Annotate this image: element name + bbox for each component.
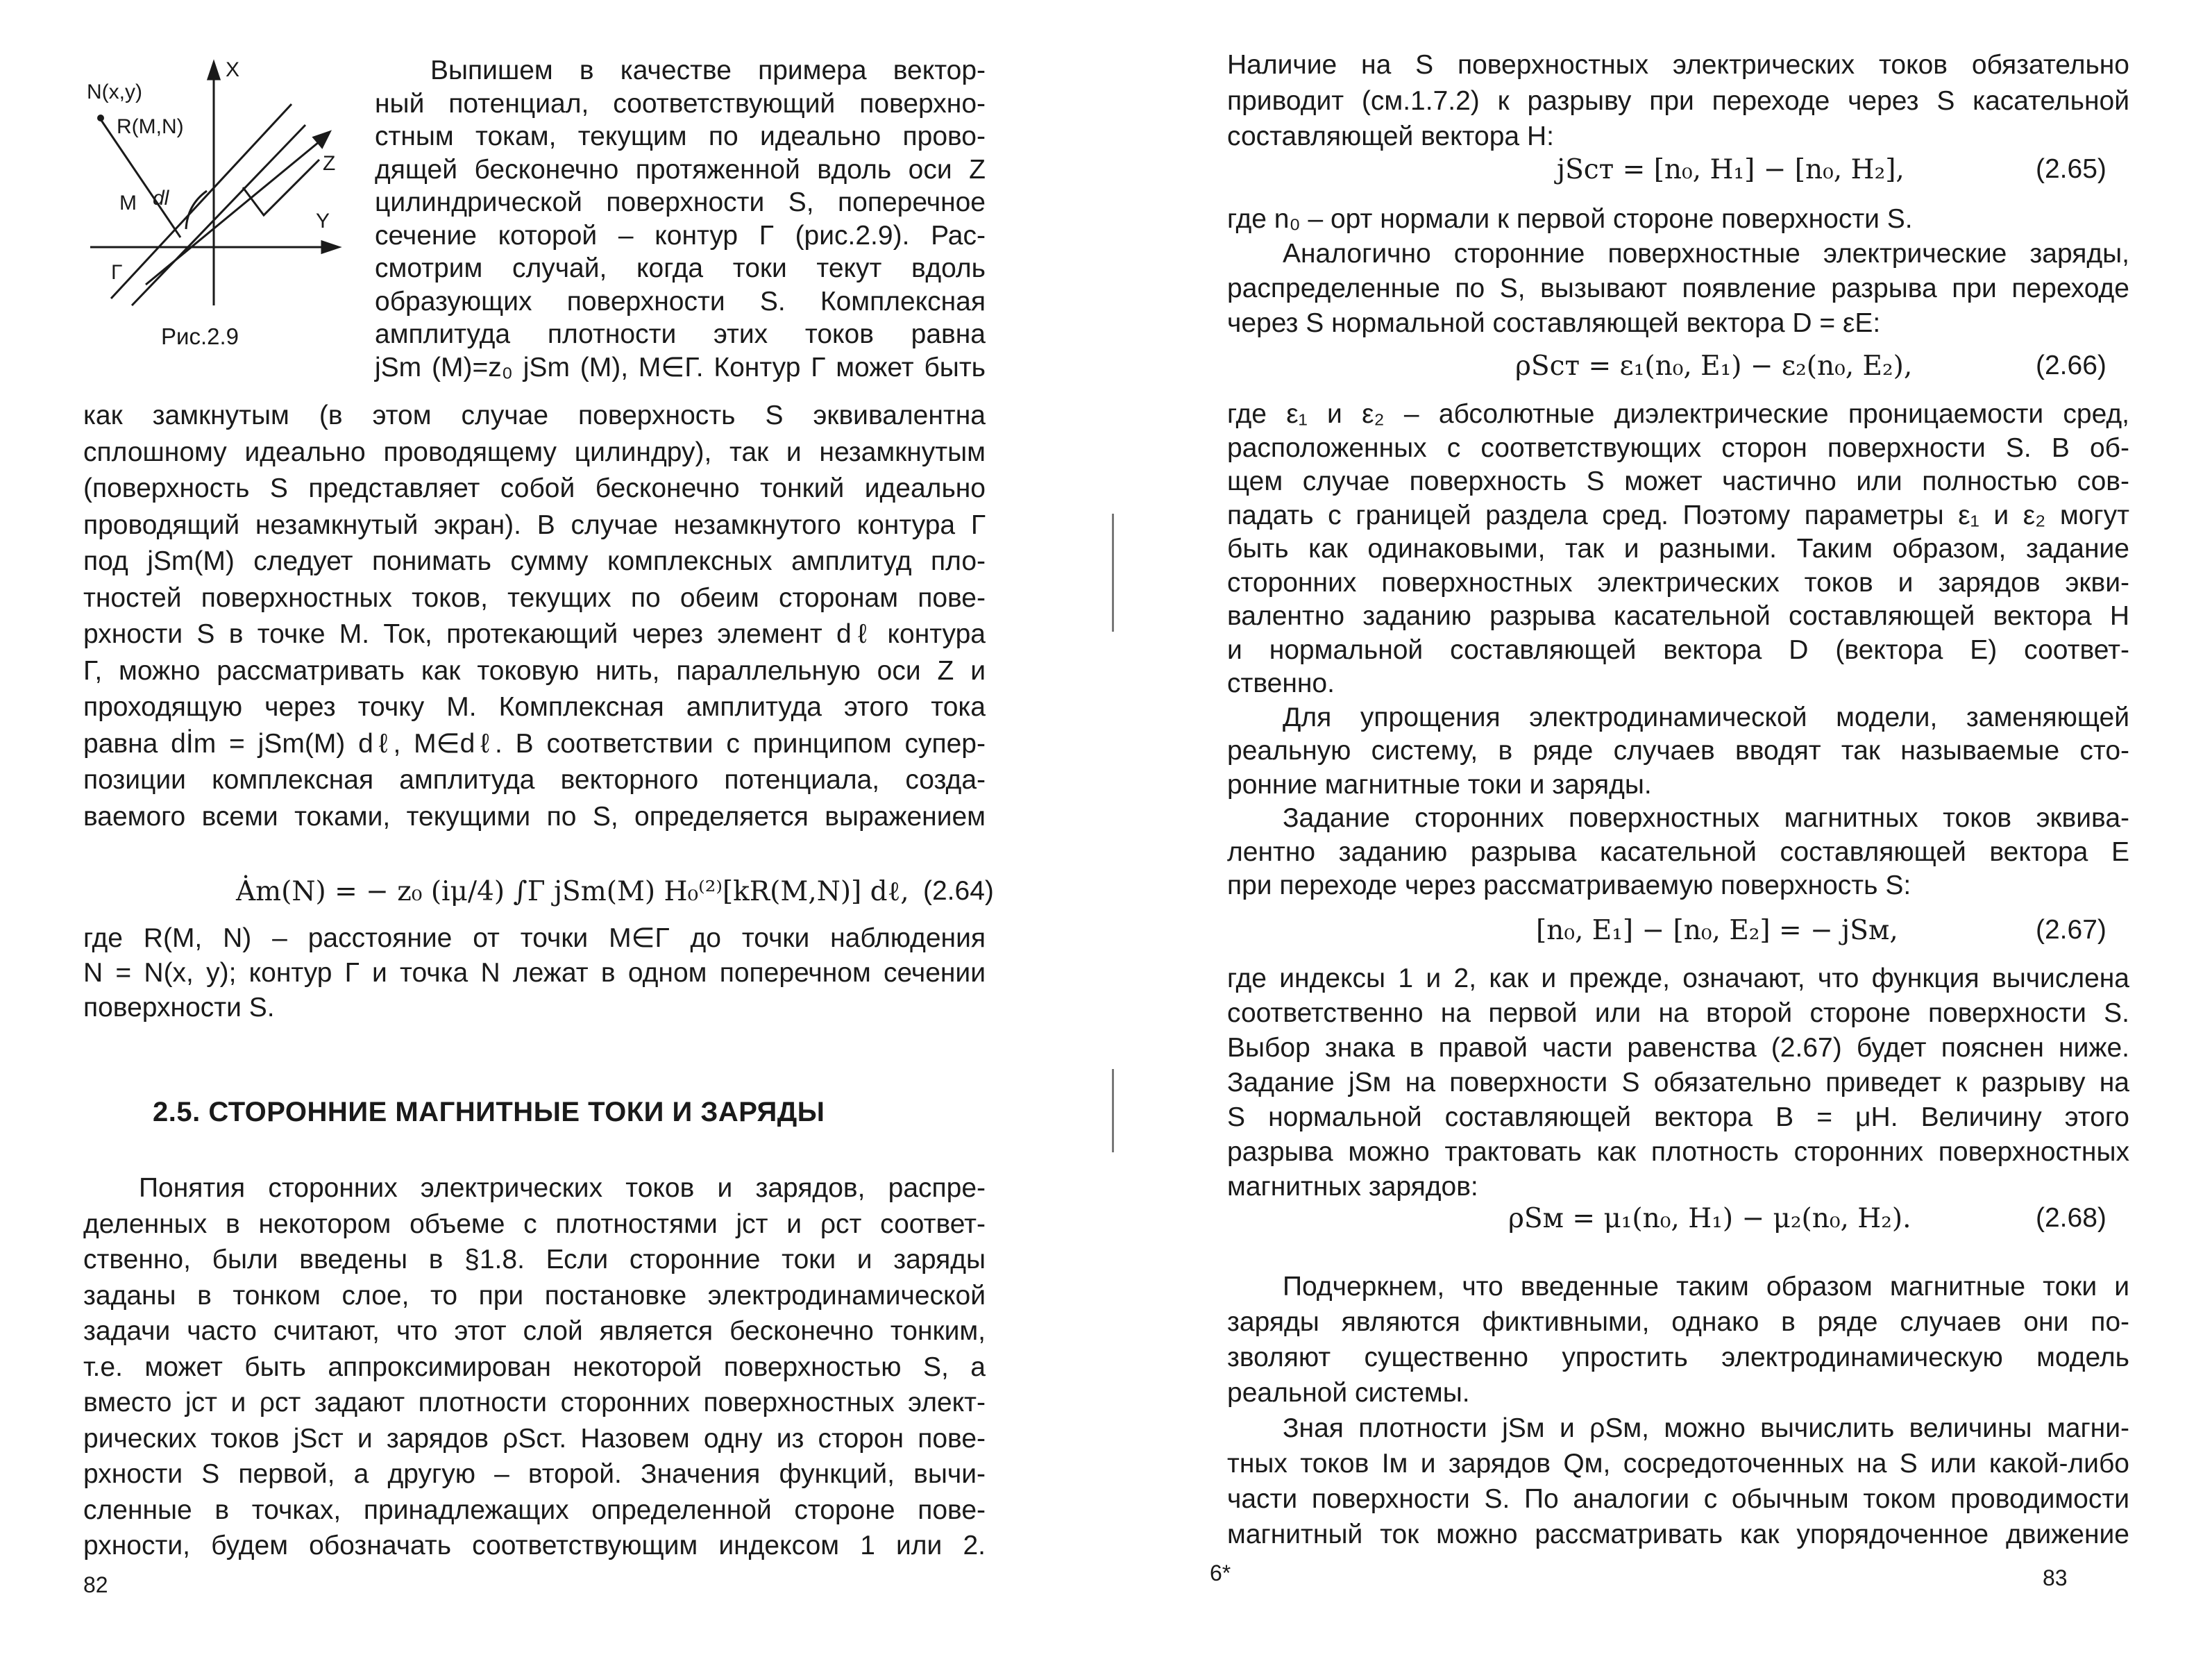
text-line: заданы в тонком слое, то при постановке электродинамической: [83, 1280, 986, 1311]
signature-mark: 6*: [1210, 1560, 1231, 1585]
contour-line-2: [132, 125, 305, 305]
text-line: деленных в некотором объеме с плотностями jст и ρст соответ-: [83, 1209, 986, 1239]
text-line: где ε₁ и ε₂ – абсолютные диэлектрические проницаемости сред,: [1227, 399, 2129, 429]
text-line: Подчеркнем, что введенные таким образом магнитные токи и: [1283, 1272, 2129, 1302]
text-line: сленные в точках, принадлежащих определенной стороне пове-: [83, 1495, 986, 1525]
text-line: реальной системы.: [1227, 1378, 1470, 1408]
text-line: дящей бесконечно протяженной вдоль оси Z: [375, 154, 986, 185]
text-line: рхности S первой, а другую – второй. Значения функций, вычи-: [83, 1459, 986, 1489]
text-line: N = N(x, y); контур Г и точка N лежат в одном поперечном сечении: [83, 958, 986, 988]
text-line: равна dİm = jSm(M) dℓ, M∈dℓ. В соответствии с принципом супер-: [83, 728, 986, 759]
text-line: позиции комплексная амплитуда векторного потенциала, созда-: [83, 765, 986, 795]
text-line: Для упрощения электродинамической модели, заменяющей: [1283, 702, 2129, 732]
text-line: соответственно на первой или на второй стороне поверхности S.: [1227, 998, 2129, 1028]
text-line: сторонних поверхностных электрических токов и зарядов экви-: [1227, 567, 2129, 598]
text-line: сплошному идеально проводящему цилиндру), так и незамкнутым: [83, 437, 986, 467]
page-number-left: 82: [83, 1572, 108, 1597]
text-line: при переходе через рассматриваемую поверхность S:: [1227, 870, 1911, 900]
fig-label-dl: dl: [153, 187, 169, 210]
text-line: магнитный ток можно рассматривать как упорядоченное движение: [1227, 1520, 2129, 1549]
text-line: щем случае поверхность S может частично или полностью сов-: [1227, 466, 2129, 496]
contour-curve: [186, 191, 207, 229]
text-line: ственно.: [1227, 668, 1335, 698]
text-line: ный потенциал, соответствующий поверхно-: [375, 88, 986, 119]
text-line: Задание сторонних поверхностных магнитных токов эквива-: [1283, 803, 2129, 833]
text-line: через S нормальной составляющей вектора D = εE:: [1227, 308, 1881, 338]
text-line: проводящий незамкнутый экран). В случае незамкнутого контура Г: [83, 510, 986, 540]
point-n-marker: [97, 115, 104, 121]
text-line: быть как одинаковыми, так и разными. Таким образом, задание: [1227, 534, 2129, 564]
text-line: реальную систему, в ряде случаев вводят так называемые сто-: [1227, 736, 2129, 766]
text-line: тных токов Iм и зарядов Qм, сосредоточенных на S или какой-либо: [1227, 1449, 2129, 1479]
text-line: Аналогично сторонние поверхностные электрические заряды,: [1283, 239, 2129, 269]
text-line: где индексы 1 и 2, как и прежде, означают, что функция вычислена: [1227, 964, 2129, 993]
fig-label-n: N(x,y): [87, 81, 142, 103]
text-line: проходящую через точку M. Комплексная амплитуда этого тока: [83, 692, 986, 722]
text-line: Выпишем в качестве примера вектор-: [430, 56, 986, 85]
text-line: цилиндрической поверхности S, поперечное: [375, 187, 986, 217]
text-line: рхности S в точке M. Ток, протекающий через элемент dℓ контура: [83, 619, 986, 649]
text-line: Выбор знака в правой части равенства (2.67) будет пояснен ниже.: [1227, 1033, 2129, 1063]
equation-2-68: ρSм = μ₁(n₀, H₁) − μ₂(n₀, H₂).: [1508, 1203, 1911, 1234]
text-line: поверхности S.: [83, 993, 275, 1023]
x-axis-arrow-icon: [208, 62, 219, 79]
text-line: расположенных с соответствующих сторон поверхности S. В об-: [1227, 432, 2129, 463]
text-line: где n₀ – орт нормали к первой стороне поверхности S.: [1227, 204, 1913, 234]
text-line: как замкнутым (в этом случае поверхность S эквивалентна: [83, 401, 986, 430]
equation-number-2-65: (2.65): [2036, 154, 2107, 184]
figure-2-9: [83, 56, 347, 333]
text-line: тностей поверхностных токов, текущих по обеим сторонам пове-: [83, 582, 986, 613]
text-line: под jSm(M) следует понимать сумму комплексных амплитуд пло-: [83, 546, 986, 576]
text-line: валентно заданию разрыва касательной составляющей вектора H: [1227, 601, 2129, 631]
text-line: смотрим случай, когда токи текут вдоль: [375, 253, 986, 283]
right-page: [1106, 0, 2212, 1666]
text-line: задачи часто считают, что этот слой является бесконечно тонким,: [83, 1316, 986, 1346]
text-line: части поверхности S. По аналогии с обычным током проводимости: [1227, 1484, 2129, 1514]
text-line: падать с границей раздела сред. Поэтому параметры ε₁ и ε₂ могут: [1227, 500, 2129, 530]
text-line: (поверхность S представляет собой бесконечно тонкий идеально: [83, 473, 986, 503]
text-line: где R(M, N) – расстояние от точки M∈Г до точки наблюдения: [83, 923, 986, 953]
equation-number-2-64: (2.64): [923, 876, 994, 906]
page-number-right: 83: [2043, 1565, 2068, 1590]
text-line: вместо jст и ρст задают плотности сторонних поверхностных элект-: [83, 1388, 986, 1417]
text-line: зволяют существенно упростить электродинамическую модель: [1227, 1343, 2129, 1372]
text-line: составляющей вектора H:: [1227, 121, 1554, 151]
contour-v-shape: [243, 160, 319, 215]
equation-2-66: ρSст = ε₁(n₀, E₁) − ε₂(n₀, E₂),: [1515, 351, 1913, 382]
text-line: заряды являются фиктивными, однако в ряде случаев они по-: [1227, 1307, 2129, 1337]
fig-label-z: Z: [323, 152, 336, 175]
text-line: и нормальной составляющей вектора D (вектора E) соответ-: [1227, 634, 2129, 665]
text-line: Понятия сторонних электрических токов и зарядов, распре-: [139, 1173, 986, 1203]
y-axis-arrow-icon: [322, 242, 339, 253]
text-line: лентно заданию разрыва касательной составляющей вектора E: [1227, 836, 2129, 867]
equation-number-2-66: (2.66): [2036, 351, 2107, 380]
text-line: S нормальной составляющей вектора B = μH. Величину этого: [1227, 1102, 2129, 1132]
text-line: магнитных зарядов:: [1227, 1172, 1478, 1202]
figure-caption: Рис.2.9: [161, 323, 239, 349]
text-line: рических токов jSст и зарядов ρSст. Назовем одну из сторон пове-: [83, 1423, 986, 1454]
text-line: Г, можно рассматривать как токовую нить, параллельную оси Z и: [83, 655, 986, 686]
equation-2-67: [n₀, E₁] − [n₀, E₂] = − jSм,: [1536, 915, 1898, 946]
text-line: разрыва можно трактовать как плотность сторонних поверхностных: [1227, 1137, 2129, 1167]
text-line: Наличие на S поверхностных электрических токов обязательно: [1227, 50, 2129, 80]
text-line: амплитуда плотности этих токов равна: [375, 319, 986, 349]
text-line: Зная плотности jSм и ρSм, можно вычислить величины магни-: [1283, 1413, 2129, 1443]
equation-number-2-68: (2.68): [2036, 1203, 2107, 1233]
text-line: приводит (см.1.7.2) к разрыву при переходе через S касательной: [1227, 85, 2129, 116]
text-line: ваемого всеми токами, текущими по S, определяется выражением: [83, 801, 986, 832]
section-heading: 2.5. СТОРОННИЕ МАГНИТНЫЕ ТОКИ И ЗАРЯДЫ: [153, 1097, 825, 1127]
equation-2-64: Ȧm(N) = − z₀ (iμ/4) ∫Г jSm(M) H₀⁽²⁾[kR(M,N)] dℓ,: [236, 876, 909, 907]
text-line: jSm (M)=z₀ jSm (M), M∈Г. Контур Г может быть: [375, 352, 986, 382]
text-line: ственно, были введены в §1.8. Если сторонние токи и заряды: [83, 1245, 986, 1274]
fig-label-x: X: [226, 58, 240, 81]
equation-2-65: jSст = [n₀, H₁] − [n₀, H₂],: [1557, 154, 1905, 185]
text-line: ронние магнитные токи и заряды.: [1227, 769, 1652, 800]
equation-number-2-67: (2.67): [2036, 915, 2107, 945]
text-line: образующих поверхности S. Комплексная: [375, 286, 986, 317]
fig-label-gamma: Г: [111, 261, 123, 284]
text-line: распределенные по S, вызывают появление разрыва при переходе: [1227, 274, 2129, 303]
text-line: Задание jSм на поверхности S обязательно приведет к разрыву на: [1227, 1068, 2129, 1097]
text-line: стным токам, текущим по идеально прово-: [375, 121, 986, 151]
fig-label-r: R(M,N): [117, 115, 184, 138]
text-line: т.е. может быть аппроксимирован некоторой поверхностью S, а: [83, 1352, 986, 1382]
fig-label-y: Y: [316, 210, 330, 233]
fig-label-m: M: [119, 192, 137, 214]
text-line: сечение которой – контур Г (рис.2.9). Рас-: [375, 220, 986, 251]
text-line: рхности, будем обозначать соответствующим индексом 1 или 2.: [83, 1531, 986, 1560]
